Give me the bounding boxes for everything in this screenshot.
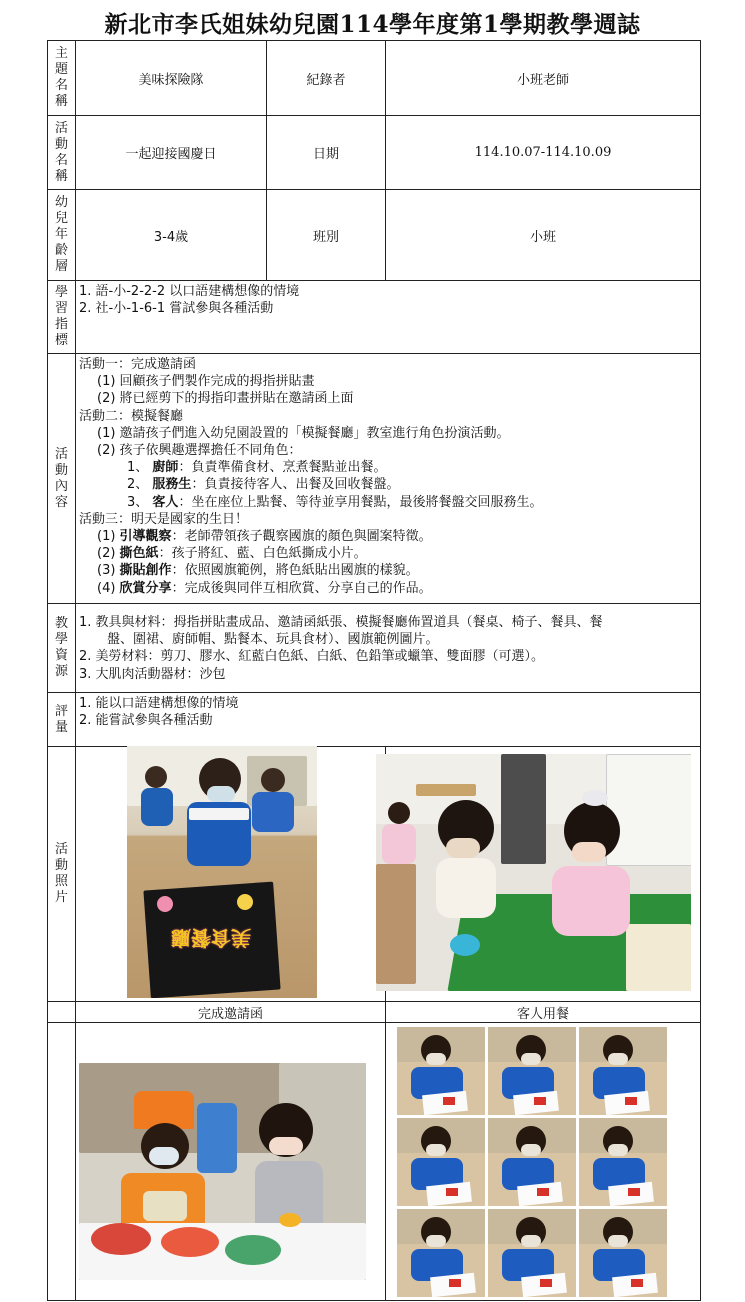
date-value: 114.10.07-114.10.09 [386, 116, 701, 190]
header-char: 教 [54, 616, 68, 631]
photo-tile [579, 1118, 667, 1206]
photo-tile [397, 1118, 485, 1206]
activity-2-step: (1) 邀請孩子們進入幼兒園設置的「模擬餐廳」教室進行角色扮演活動。 [97, 425, 510, 441]
photo-tile [488, 1209, 576, 1297]
age-value: 3-4歲 [76, 190, 267, 281]
learning-indicators [76, 281, 701, 354]
row-learning [48, 281, 701, 354]
caption-right: 客人用餐 [386, 1002, 701, 1023]
role-desc: ：坐在座位上點餐、等待並享用餐點，最後將餐盤交回服務生。 [178, 494, 543, 510]
theme-header [48, 41, 76, 116]
header-char: 照 [54, 874, 68, 889]
step-desc: ：老師帶領孩子觀察國旗的顏色與圖案特徵。 [171, 529, 432, 545]
row-resources [48, 604, 701, 693]
role-name: 客人 [152, 494, 179, 510]
role-desc: ：負責接待客人、出餐及回收餐盤。 [191, 477, 400, 493]
role-item [79, 476, 697, 493]
resource-item: 1. 教具與材料：拇指拼貼畫成品、邀請函紙張、模擬餐廳佈置道具（餐桌、椅子、餐具、餐 [79, 615, 603, 630]
header-char: 動 [54, 858, 68, 873]
photos-header [48, 747, 76, 1002]
header-char: 動 [54, 462, 68, 478]
header-char: 動 [54, 136, 68, 152]
role-name: 廚師 [152, 460, 179, 476]
photo-grid-guests [397, 1027, 668, 1298]
activity-1-title: 活動一：完成邀請函 [79, 357, 197, 372]
step-number: (4) [97, 580, 120, 596]
row-content [48, 354, 701, 604]
role-name: 服務生 [152, 477, 192, 493]
header-char: 指 [54, 317, 68, 332]
photo-tile [397, 1209, 485, 1297]
header-char: 活 [54, 120, 68, 136]
row-activity [48, 116, 701, 190]
row-age [48, 190, 701, 281]
activity-3-title: 活動三：明天是國家的生日！ [79, 511, 249, 527]
learning-item: 2. 社-小-1-6-1 嘗試參與各種活動 [79, 301, 274, 317]
activity-2-title: 活動二：模擬餐廳 [79, 408, 184, 424]
header-char: 片 [54, 890, 68, 905]
poster-lettering: 美食餐廳 [171, 926, 251, 950]
header-char: 主 [54, 46, 68, 61]
header-char: 齡 [54, 243, 68, 258]
activity-1-step: (1) 回顧孩子們製作完成的拇指拼貼畫 [97, 374, 315, 390]
recorder-value: 小班老師 [386, 41, 701, 116]
header-char: 年 [54, 227, 68, 242]
photo-invitation-poster [127, 746, 317, 998]
activity-header [48, 116, 76, 190]
header-char: 活 [54, 446, 68, 462]
step-name: 引導觀察 [119, 529, 172, 545]
photo-tile [488, 1027, 576, 1115]
role-desc: ：負責準備食材、烹煮餐點並出餐。 [178, 460, 387, 476]
step-desc: ：完成後與同伴互相欣賞、分享自己的作品。 [171, 580, 432, 596]
header-char: 資 [54, 648, 68, 663]
activity-3-step [79, 528, 697, 545]
header-char: 名 [54, 78, 68, 93]
resource-item: 3. 大肌肉活動器材：沙包 [79, 666, 226, 682]
learning-header [48, 281, 76, 354]
activity-3-step [79, 580, 697, 597]
step-number: (3) [97, 563, 120, 579]
header-char: 稱 [54, 94, 68, 109]
role-number: 2、 [127, 477, 149, 493]
class-value: 小班 [386, 190, 701, 281]
age-header [48, 190, 76, 281]
photo-tile [579, 1209, 667, 1297]
role-item [79, 459, 697, 476]
activity-value: 一起迎接國慶日 [76, 116, 267, 190]
activity-2-step: (2) 孩子依興趣選擇擔任不同角色： [97, 443, 302, 459]
document-title: 新北市李氏姐妹幼兒園114學年度第1學期教學週誌 [104, 11, 641, 38]
header-char: 幼 [54, 195, 68, 210]
date-label: 日期 [267, 116, 386, 190]
row-evaluation [48, 693, 701, 747]
header-char: 內 [54, 478, 68, 494]
activity-content [76, 354, 701, 604]
header-char: 源 [54, 664, 68, 679]
role-item [79, 494, 697, 511]
activity-3-step [79, 562, 697, 579]
role-number: 1、 [127, 460, 149, 476]
recorder-label: 紀錄者 [267, 41, 386, 116]
step-name: 撕色紙 [119, 546, 159, 562]
evaluation-items [76, 693, 701, 747]
header-char: 評 [54, 703, 68, 719]
step-number: (2) [97, 546, 120, 562]
photos-spacer [48, 1023, 76, 1301]
header-char: 容 [54, 494, 68, 510]
header-char: 學 [54, 632, 68, 647]
evaluation-header [48, 693, 76, 747]
row-theme [48, 41, 701, 116]
header-char: 層 [54, 259, 68, 274]
header-char: 題 [54, 62, 68, 77]
resource-item-cont: 盤、圍裙、廚師帽、點餐本、玩具食材）、國旗範例圖片。 [107, 632, 439, 648]
evaluation-item: 2. 能嘗試參與各種活動 [79, 713, 213, 729]
learning-item: 1. 語-小-2-2-2 以口語建構想像的情境 [79, 284, 300, 299]
header-char: 標 [54, 333, 68, 348]
photo-chef-roleplay [79, 1063, 366, 1280]
teaching-resources [76, 604, 701, 693]
photo-tile [579, 1027, 667, 1115]
activity-3-step [79, 545, 697, 562]
resource-item: 2. 美勞材料：剪刀、膠水、紅藍白色紙、白紙、色鉛筆或蠟筆、雙面膠（可選）。 [79, 649, 545, 665]
header-char: 名 [54, 152, 68, 168]
resources-header [48, 604, 76, 693]
header-char: 兒 [54, 211, 68, 226]
theme-value: 美味探險隊 [76, 41, 267, 116]
row-captions [48, 1002, 701, 1023]
class-label: 班別 [267, 190, 386, 281]
caption-left: 完成邀請函 [76, 1002, 386, 1023]
photo-restaurant-play [376, 754, 691, 991]
role-number: 3、 [127, 494, 149, 510]
step-desc: ：孩子將紅、藍、白色紙撕成小片。 [158, 546, 367, 562]
step-desc: ：依照國旗範例，將色紙貼出國旗的樣貌。 [171, 563, 419, 579]
header-char: 學 [54, 285, 68, 300]
photo-tile [397, 1027, 485, 1115]
header-char: 量 [54, 719, 68, 735]
header-char: 習 [54, 301, 68, 316]
activity-1-step: (2) 將已經剪下的拇指印畫拼貼在邀請函上面 [97, 391, 354, 407]
step-name: 欣賞分享 [119, 580, 172, 596]
header-char: 活 [54, 842, 68, 857]
photo-tile [488, 1118, 576, 1206]
evaluation-item: 1. 能以口語建構想像的情境 [79, 696, 239, 711]
caption-spacer [48, 1002, 76, 1023]
step-number: (1) [97, 529, 120, 545]
step-name: 撕貼創作 [119, 563, 172, 579]
content-header [48, 354, 76, 604]
header-char: 稱 [54, 168, 68, 184]
